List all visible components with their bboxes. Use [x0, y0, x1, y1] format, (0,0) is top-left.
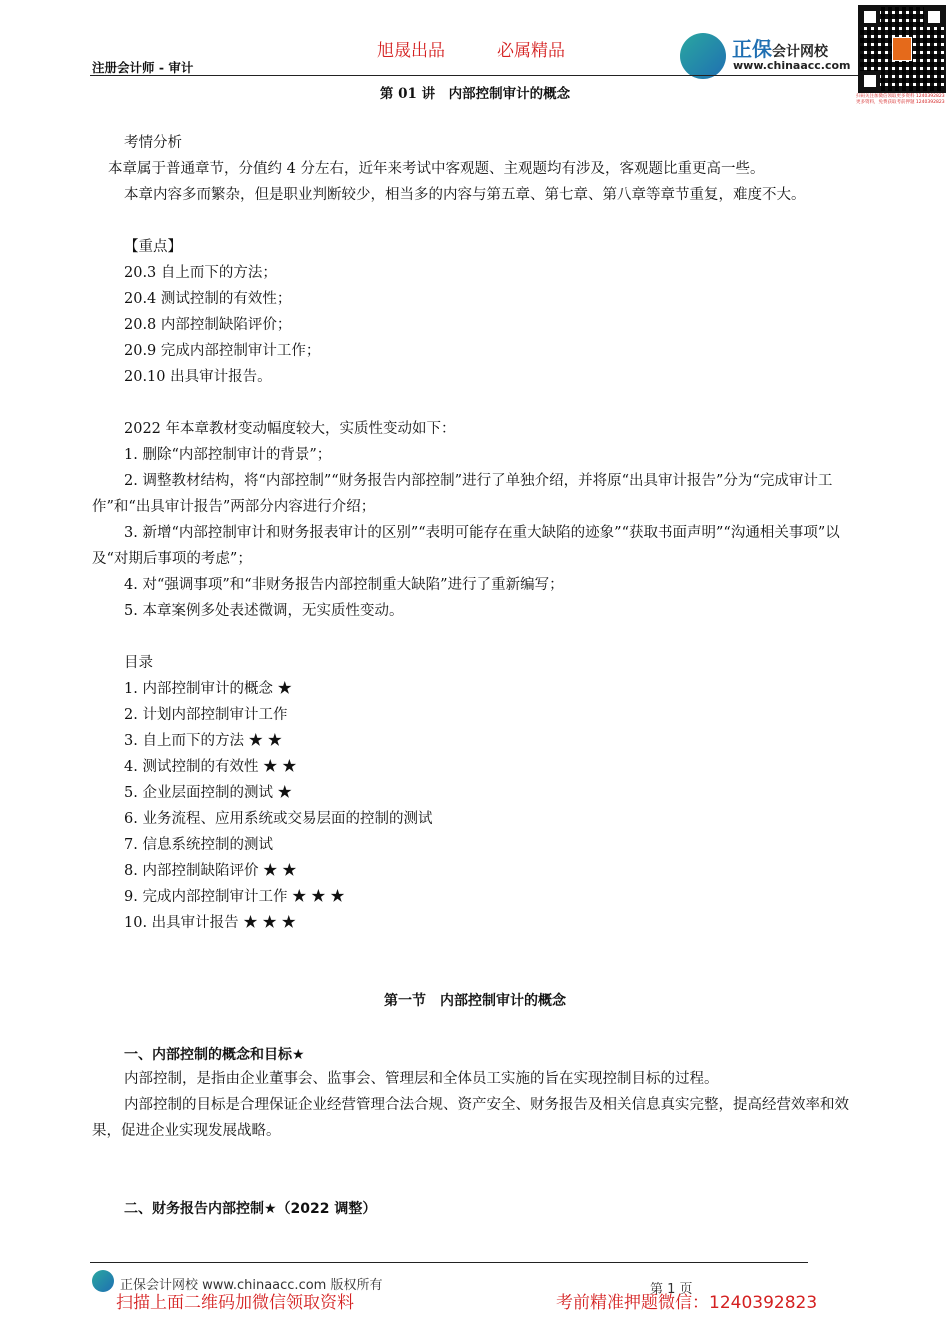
analysis-para-2: 本章内容多而繁杂，但是职业判断较少，相当多的内容与第五章、第七章、第八章等章节重复，难度不大。 [124, 187, 806, 203]
footer-promo-left: 扫描上面二维码加微信领取资料 [116, 1293, 354, 1313]
page-number: 第 1 页 [650, 1282, 693, 1297]
logo-name-sub: 会计网校 [772, 44, 828, 60]
course-name: 注册会计师 - 审计 [92, 60, 194, 75]
toc-item: 1. 内部控制审计的概念 ★ [124, 681, 293, 697]
changes-intro: 2022 年本章教材变动幅度较大，实质性变动如下： [124, 421, 456, 437]
section-title: 第一节 内部控制审计的概念 [384, 993, 566, 1009]
key-point: 20.3 自上而下的方法； [124, 265, 277, 281]
qr-note-line2: 更多资料，免费获取考前押题 1240392823 [856, 100, 945, 105]
logo-name [732, 33, 828, 62]
logo-url: www.chinaacc.com [733, 59, 851, 72]
change-item: 3. 新增“内部控制审计和财务报表审计的区别”“表明可能存在重大缺陷的迹象”“获取书面声明”“沟通相关事项”以及“对期后事项的考虑”； [92, 525, 840, 567]
toc-item: 10. 出具审计报告 ★ ★ ★ [124, 915, 296, 931]
change-item: 4. 对“强调事项”和“非财务报告内部控制重大缺陷”进行了重新编写； [124, 577, 564, 593]
lecture-title: 第 01 讲 内部控制审计的概念 [379, 86, 571, 102]
analysis-para-1: 本章属于普通章节，分值约 4 分左右，近年来考试中客观题、主观题均有涉及，客观题比重更高一些。 [108, 161, 765, 177]
toc-heading: 目录 [124, 655, 153, 671]
chinaacc-logo-icon [680, 33, 726, 79]
qr-finder-icon [860, 7, 880, 27]
footer-rule [90, 1262, 808, 1263]
qr-finder-icon [924, 7, 944, 27]
logo-name-main: 正保 [732, 37, 772, 61]
toc-item: 6. 业务流程、应用系统或交易层面的控制的测试 [124, 811, 433, 827]
footer-copyright: 正保会计网校 www.chinaacc.com 版权所有 [120, 1278, 383, 1293]
section-heading-2: 二、财务报告内部控制★（2022 调整） [124, 1201, 377, 1217]
toc-item: 8. 内部控制缺陷评价 ★ ★ [124, 863, 297, 879]
toc-item: 4. 测试控制的有效性 ★ ★ [124, 759, 297, 775]
change-item: 1. 删除“内部控制审计的背景”； [124, 447, 332, 463]
footer-logo-icon [92, 1270, 114, 1292]
toc-item: 2. 计划内部控制审计工作 [124, 707, 288, 723]
toc-item: 7. 信息系统控制的测试 [124, 837, 273, 853]
key-point: 20.8 内部控制缺陷评价； [124, 317, 292, 333]
key-point: 20.10 出具审计报告。 [124, 369, 272, 385]
footer-promo-right: 考前精准押题微信：1240392823 [556, 1293, 818, 1313]
section-heading-1: 一、内部控制的概念和目标★ [124, 1047, 305, 1063]
key-heading: 【重点】 [124, 239, 182, 255]
toc-item: 3. 自上而下的方法 ★ ★ [124, 733, 283, 749]
brand-right-text: 必属精品 [497, 41, 565, 61]
toc-item: 5. 企业层面控制的测试 ★ [124, 785, 293, 801]
brand-left-text: 旭晟出品 [377, 41, 445, 61]
qr-note-line1: 扫码关注加微信领取更多资料 1240392823 [856, 94, 945, 99]
toc-item: 9. 完成内部控制审计工作 ★ ★ ★ [124, 889, 345, 905]
qr-logo-icon [892, 37, 912, 61]
change-item: 5. 本章案例多处表述微调，无实质性变动。 [124, 603, 404, 619]
analysis-heading: 考情分析 [124, 135, 182, 151]
key-point: 20.4 测试控制的有效性； [124, 291, 292, 307]
section-para-2: 内部控制的目标是合理保证企业经营管理合法合规、资产安全、财务报告及相关信息真实完整，提高经营效率和效果，促进企业实现发展战略。 [92, 1097, 849, 1139]
change-item: 2. 调整教材结构，将“内部控制”“财务报告内部控制”进行了单独介绍，并将原“出具审计报告”分为“完成审计工作”和“出具审计报告”两部分内容进行介绍； [92, 473, 833, 515]
key-point: 20.9 完成内部控制审计工作； [124, 343, 321, 359]
header-rule [90, 75, 860, 76]
section-para-1: 内部控制，是指由企业董事会、监事会、管理层和全体员工实施的旨在实现控制目标的过程。 [124, 1071, 719, 1087]
